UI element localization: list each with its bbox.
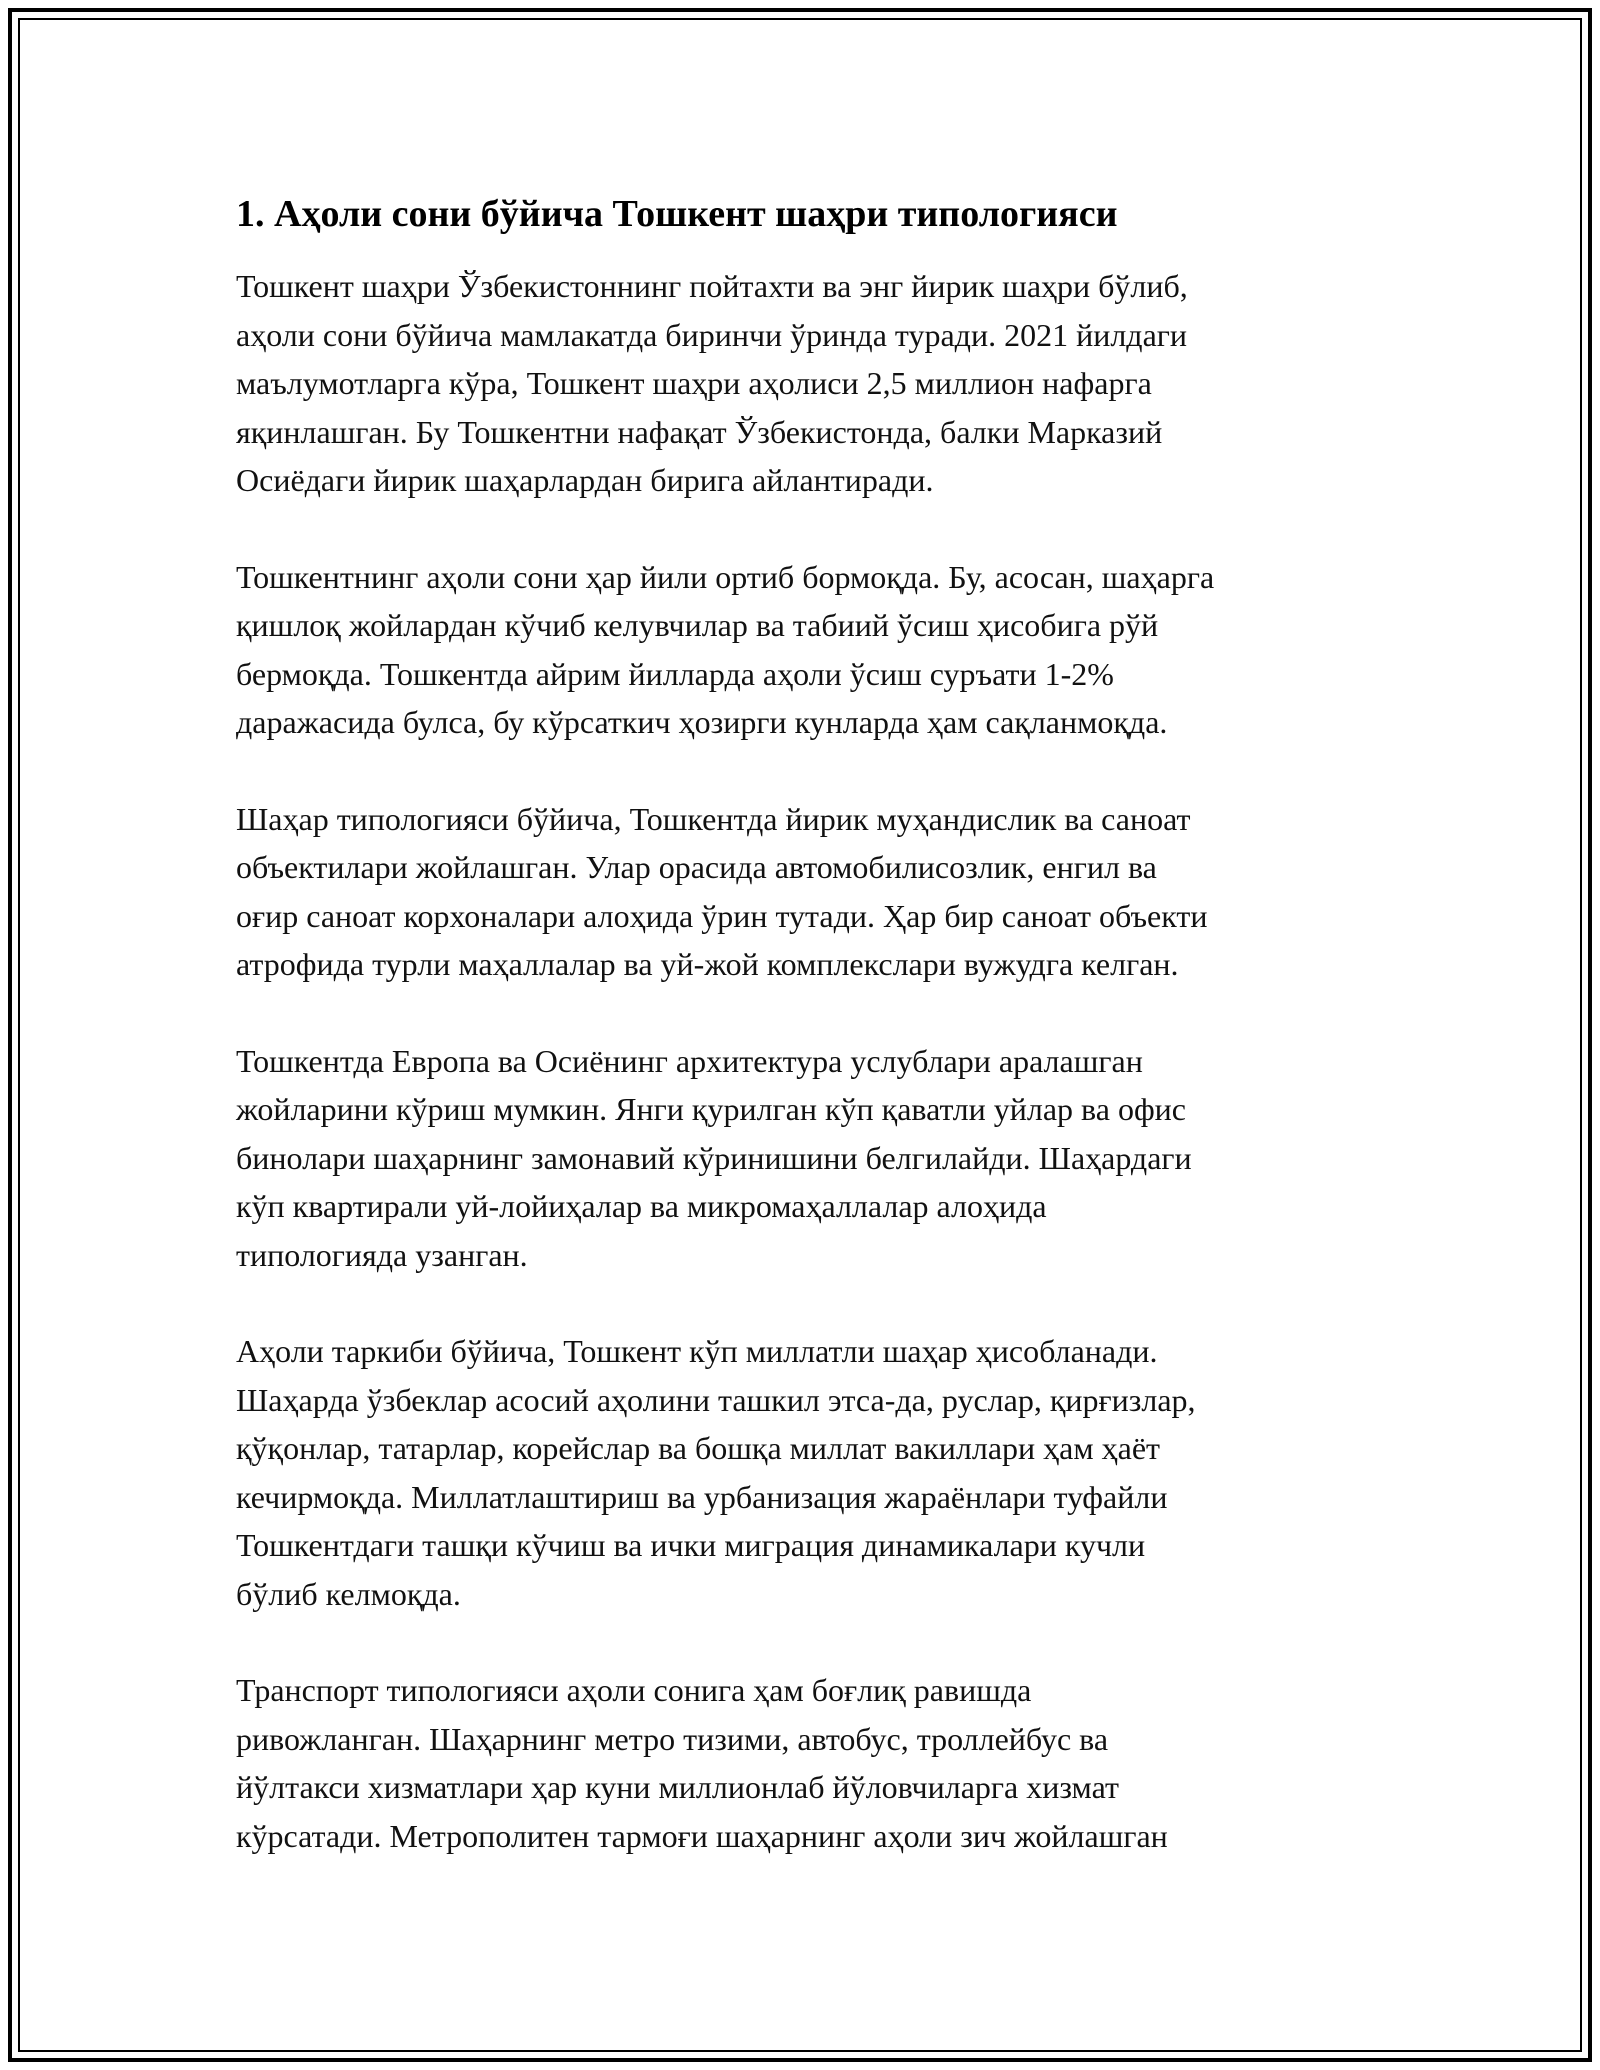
paragraph-industrial-typology: Шаҳар типологияси бўйича, Тошкентда йирик муҳандислик ва саноат объектилари жойлашган. Улар орасида автомобилисозлик, енгил ва оғир саноат корхоналари алоҳида ўрин тутади. Ҳар бир саноат объекти атрофида турли маҳаллалар ва уй-жой комплекслари вужудга келган. [236, 800, 1208, 982]
paragraph-transport: Транспорт типологияси аҳоли сонига ҳам боғлиқ равишда ривожланган. Шаҳарнинг метро тизими, автобус, троллейбус ва йўлтакси хизматлари ҳар куни миллионлаб йўловчиларга хизмат кўрсатади. Метрополитен тармоғи шаҳарнинг аҳоли зич жойлашган [236, 1672, 1168, 1854]
paragraph-population-overview: Тошкент шаҳри Ўзбекистоннинг пойтахти ва энг йирик шаҳри бўлиб, аҳоли сони бўйича мамлакатда биринчи ўринда туради. 2021 йилдаги маълумотларга кўра, Тошкент шаҳри аҳолиси 2,5 миллион нафарга яқинлашган. Бу Тошкентни нафақат Ўзбекистонда, балки Марказий Осиёдаги йирик шаҳарлардан бирига айлантиради. [236, 268, 1188, 498]
paragraph-ethnic-composition: Аҳоли таркиби бўйича, Тошкент кўп миллатли шаҳар ҳисобланади. Шаҳарда ўзбеклар асосий аҳолини ташкил этса-да, руслар, қирғизлар, қўқонлар, татарлар, корейслар ва бошқа миллат вакиллари ҳам ҳаёт кечирмоқда. Миллатлаштириш ва урбанизация жараёнлари туфайли Тошкентдаги ташқи кўчиш ва ички миграция динамикалари кучли бўлиб келмоқда. [236, 1333, 1196, 1612]
section-heading: 1. Аҳоли сони бўйича Тошкент шаҳри типологияси [236, 193, 1118, 235]
document-body [236, 186, 1376, 1908]
paragraph-population-growth: Тошкентнинг аҳоли сони ҳар йили ортиб бормоқда. Бу, асосан, шаҳарга қишлоқ жойлардан кўчиб келувчилар ва табиий ўсиш ҳисобига рўй бермоқда. Тошкентда айрим йилларда аҳоли ўсиш суръати 1-2% даражасида булса, бу кўрсаткич ҳозирги кунларда ҳам сақланмоқда. [236, 558, 1215, 740]
paragraph-architecture: Тошкентда Европа ва Осиёнинг архитектура услублари аралашган жойларини кўриш мумкин. Янги қурилган кўп қаватли уйлар ва офис бинолари шаҳарнинг замонавий кўринишини белгилайди. Шаҳардаги кўп квартирали уй-лойиҳалар ва микромаҳаллалар алоҳида типологияда узанган. [236, 1042, 1192, 1273]
